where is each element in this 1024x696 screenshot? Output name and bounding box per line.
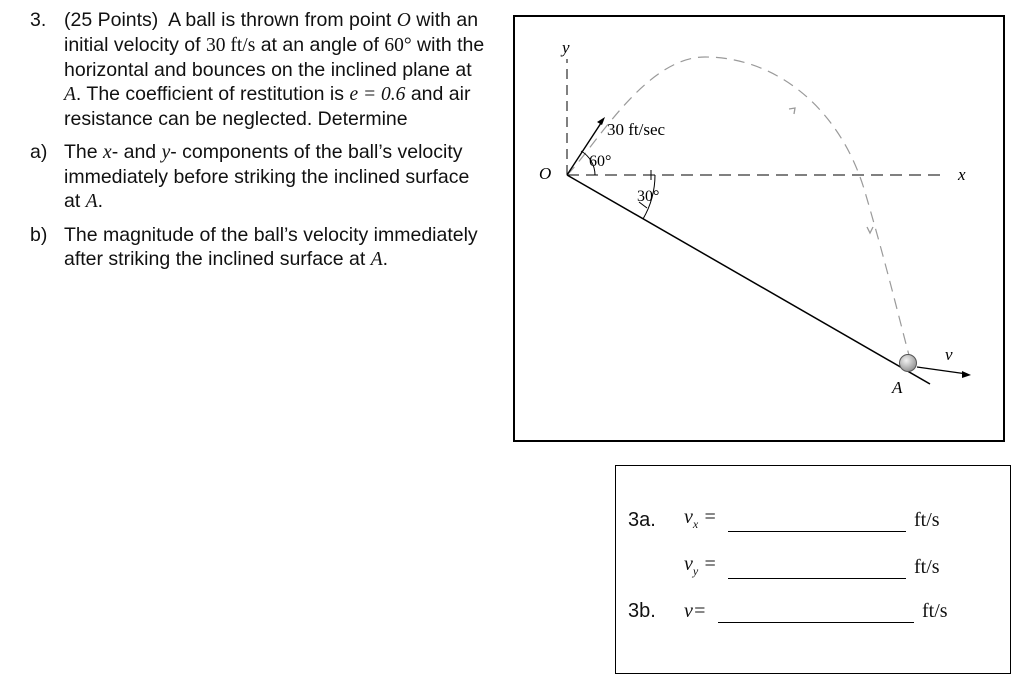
velocity-arrowhead bbox=[597, 117, 605, 125]
vy-answer-blank[interactable] bbox=[728, 560, 906, 579]
answer-row-v: 3b. v= ft/s bbox=[628, 600, 948, 622]
figure-diagram bbox=[515, 17, 1003, 440]
vx-answer-blank[interactable] bbox=[728, 513, 906, 532]
trajectory-arrowhead-2 bbox=[867, 227, 873, 233]
part-a: a) The x- and y- components of the ball’s velocity immediately before striking the inclined surface at A. bbox=[30, 141, 470, 212]
origin-label: O bbox=[539, 164, 552, 183]
y-axis-label: y bbox=[562, 38, 570, 57]
incline-surface bbox=[567, 175, 930, 384]
rebound-velocity-arrow bbox=[917, 367, 967, 374]
trajectory-arrowhead-1 bbox=[789, 108, 795, 114]
problem-statement bbox=[30, 8, 490, 272]
problem-text: (25 Points) A ball is thrown from point O with an initial velocity of 30 ft/s at an angle of 60° with the horizontal and bounces on the inclined plane at A. The coefficient of restitution is e = 0.6 and air resistance can be neglected. Determine bbox=[64, 9, 485, 130]
vx-symbol: $v_x$ = bbox=[684, 506, 717, 531]
ball bbox=[900, 355, 917, 372]
v-symbol: v= bbox=[684, 600, 707, 622]
problem-number: 3. bbox=[30, 9, 47, 31]
answer-row-vy: $v_y$ = ft/s bbox=[684, 553, 940, 578]
answer-box bbox=[615, 465, 1011, 674]
projectile-figure bbox=[513, 15, 1005, 442]
velocity-label: 30 ft/sec bbox=[607, 120, 666, 139]
point-a-label: A bbox=[892, 378, 903, 397]
vy-symbol: $v_y$ = bbox=[684, 553, 717, 578]
launch-angle-label: 60° bbox=[589, 153, 612, 170]
rebound-velocity-label: v bbox=[945, 345, 953, 364]
v-answer-blank[interactable] bbox=[718, 604, 914, 623]
answer-row-vx: 3a. $v_x$ = ft/s bbox=[628, 506, 940, 531]
incline-shading bbox=[550, 175, 930, 403]
incline-angle-label: 30° bbox=[637, 188, 660, 205]
part-b: b) The magnitude of the ball’s velocity immediately after striking the inclined surface at A. bbox=[30, 224, 478, 270]
x-axis-label: x bbox=[958, 165, 966, 184]
rebound-arrowhead bbox=[962, 371, 971, 378]
